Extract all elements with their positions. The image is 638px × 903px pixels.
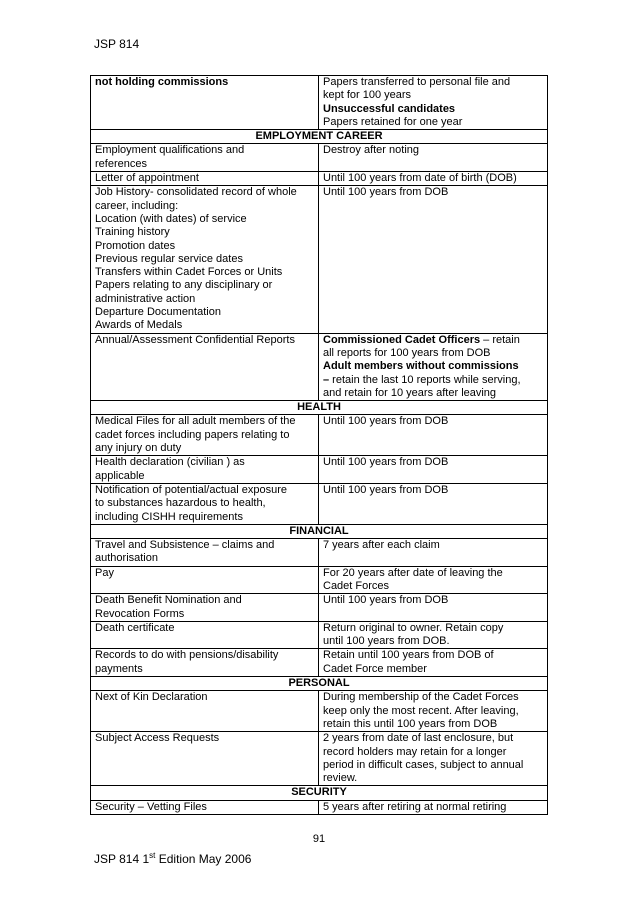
record-type-cell xyxy=(91,172,319,186)
retention-period-cell xyxy=(319,800,548,814)
cell-line: cadet forces including papers relating to xyxy=(95,428,290,441)
record-type-cell xyxy=(91,76,319,130)
retention-period-cell xyxy=(319,186,548,333)
retention-period-cell xyxy=(319,76,548,130)
record-type-cell xyxy=(91,539,319,567)
retention-period-cell xyxy=(319,594,548,622)
footer-prefix: JSP 814 1 xyxy=(94,852,150,866)
cell-line: Return original to owner. Retain copy xyxy=(323,621,504,634)
retention-table-container xyxy=(90,75,547,815)
retention-period-cell xyxy=(319,456,548,484)
section-header-row xyxy=(91,401,548,415)
cell-line: keep only the most recent. After leaving, xyxy=(323,704,519,717)
cell-line: Until 100 years from DOB xyxy=(323,594,449,607)
table-row xyxy=(91,186,548,333)
cell-line: career, including: xyxy=(95,199,179,212)
table-row xyxy=(91,539,548,567)
cell-line: Papers transferred to personal file and xyxy=(323,76,511,88)
cell-line: Revocation Forms xyxy=(95,607,185,620)
cell-line: to substances hazardous to health, xyxy=(95,497,266,510)
cell-line: Death certificate xyxy=(95,621,175,634)
cell-line: Health declaration (civilian ) as xyxy=(95,456,245,469)
cell-line: For 20 years after date of leaving the xyxy=(323,566,503,579)
cell-line: authorisation xyxy=(95,552,158,565)
cell-line: Retain until 100 years from DOB of xyxy=(323,649,494,662)
cell-line: Previous regular service dates xyxy=(95,252,243,265)
cell-line: Employment qualifications and xyxy=(95,144,245,157)
table-row xyxy=(91,483,548,524)
section-header-row xyxy=(91,524,548,538)
record-type-cell xyxy=(91,456,319,484)
cell-line: payments xyxy=(95,662,143,675)
table-row xyxy=(91,76,548,130)
cell-line: 7 years after each claim xyxy=(323,539,440,552)
table-row xyxy=(91,333,548,400)
cell-line: not holding commissions xyxy=(95,76,229,88)
page-number: 91 xyxy=(312,833,326,845)
section-header: FINANCIAL xyxy=(91,524,548,538)
cell-line: Letter of appointment xyxy=(95,172,199,185)
record-type-cell xyxy=(91,333,319,400)
cell-line: Adult members without commissions xyxy=(323,360,519,373)
cell-line: Until 100 years from DOB xyxy=(323,483,449,496)
cell-text-part: – retain xyxy=(480,333,520,346)
page-footer xyxy=(94,852,251,866)
cell-line: Job History- consolidated record of whole xyxy=(95,186,297,199)
cell-line: including CISHH requirements xyxy=(95,510,243,523)
cell-text-part: Commissioned Cadet Officers xyxy=(323,333,481,346)
cell-line: administrative action xyxy=(95,292,196,305)
cell-line: record holders may retain for a longer xyxy=(323,745,507,758)
cell-line: Cadet Forces xyxy=(323,579,390,592)
cell-line: Cadet Force member xyxy=(323,662,427,675)
footer-superscript: st xyxy=(149,851,156,860)
retention-period-cell xyxy=(319,333,548,400)
cell-line xyxy=(323,374,543,387)
cell-line: retain this until 100 years from DOB xyxy=(323,717,498,730)
cell-line: Papers retained for one year xyxy=(323,115,463,128)
cell-line: Pay xyxy=(95,566,114,579)
table-row xyxy=(91,456,548,484)
record-type-cell xyxy=(91,186,319,333)
section-header: PERSONAL xyxy=(91,677,548,691)
retention-schedule-table xyxy=(90,75,548,815)
cell-line: Papers relating to any disciplinary or xyxy=(95,279,273,292)
cell-line: Death Benefit Nomination and xyxy=(95,594,242,607)
record-type-cell xyxy=(91,732,319,786)
retention-period-cell xyxy=(319,732,548,786)
retention-period-cell xyxy=(319,483,548,524)
table-row xyxy=(91,691,548,732)
cell-line: Until 100 years from DOB xyxy=(323,186,449,199)
cell-line: all reports for 100 years from DOB xyxy=(323,346,491,359)
cell-line: Unsuccessful candidates xyxy=(323,102,456,115)
cell-line: Until 100 years from DOB xyxy=(323,456,449,469)
cell-line: Next of Kin Declaration xyxy=(95,691,208,704)
cell-line: 2 years from date of last enclosure, but xyxy=(323,732,514,745)
retention-period-cell xyxy=(319,539,548,567)
cell-line: 5 years after retiring at normal retiring xyxy=(323,800,507,813)
retention-period-cell xyxy=(319,415,548,456)
table-row xyxy=(91,800,548,814)
record-type-cell xyxy=(91,483,319,524)
table-row xyxy=(91,594,548,622)
retention-table-body xyxy=(91,76,548,815)
cell-line: Destroy after noting xyxy=(323,144,419,157)
retention-period-cell xyxy=(319,621,548,649)
table-row xyxy=(91,732,548,786)
retention-period-cell xyxy=(319,144,548,172)
section-header: EMPLOYMENT CAREER xyxy=(91,130,548,144)
retention-period-cell xyxy=(319,691,548,732)
cell-line: Promotion dates xyxy=(95,239,176,252)
table-row xyxy=(91,621,548,649)
cell-line: Notification of potential/actual exposure xyxy=(95,483,288,496)
table-row xyxy=(91,172,548,186)
table-row xyxy=(91,566,548,594)
cell-line: Training history xyxy=(95,226,170,239)
cell-line: Subject Access Requests xyxy=(95,732,220,745)
record-type-cell xyxy=(91,621,319,649)
retention-period-cell xyxy=(319,566,548,594)
cell-text-part: retain the last 10 reports while serving, xyxy=(329,373,521,386)
record-type-cell xyxy=(91,800,319,814)
table-row xyxy=(91,649,548,677)
retention-period-cell xyxy=(319,649,548,677)
footer-suffix: Edition May 2006 xyxy=(155,852,252,866)
section-header: SECURITY xyxy=(91,786,548,800)
page-header: JSP 814 xyxy=(94,37,140,51)
section-header-row xyxy=(91,786,548,800)
cell-line: Transfers within Cadet Forces or Units xyxy=(95,266,283,279)
record-type-cell xyxy=(91,594,319,622)
cell-line: Medical Files for all adult members of the xyxy=(95,415,296,428)
cell-line: Records to do with pensions/disability xyxy=(95,649,279,662)
cell-line: references xyxy=(95,157,147,170)
section-header-row xyxy=(91,130,548,144)
record-type-cell xyxy=(91,144,319,172)
record-type-cell xyxy=(91,415,319,456)
section-header-row xyxy=(91,677,548,691)
section-header: HEALTH xyxy=(91,401,548,415)
cell-line: Security – Vetting Files xyxy=(95,800,207,813)
cell-line: Awards of Medals xyxy=(95,319,183,332)
cell-line: applicable xyxy=(95,469,145,482)
cell-line: Location (with dates) of service xyxy=(95,212,247,225)
cell-line: until 100 years from DOB. xyxy=(323,635,450,648)
cell-line: and retain for 10 years after leaving xyxy=(323,386,497,399)
cell-line: During membership of the Cadet Forces xyxy=(323,691,519,704)
cell-line: Annual/Assessment Confidential Reports xyxy=(95,333,295,346)
table-row xyxy=(91,144,548,172)
cell-line xyxy=(323,334,543,347)
table-row xyxy=(91,415,548,456)
cell-line: Departure Documentation xyxy=(95,306,221,319)
record-type-cell xyxy=(91,649,319,677)
cell-line: review. xyxy=(323,772,358,785)
cell-line: any injury on duty xyxy=(95,442,182,455)
record-type-cell xyxy=(91,691,319,732)
cell-line: Until 100 years from date of birth (DOB) xyxy=(323,172,517,185)
cell-line: period in difficult cases, subject to annual xyxy=(323,758,524,771)
retention-period-cell xyxy=(319,172,548,186)
cell-text-part: – xyxy=(323,373,330,386)
cell-line: kept for 100 years xyxy=(323,89,412,102)
cell-line: Until 100 years from DOB xyxy=(323,415,449,428)
record-type-cell xyxy=(91,566,319,594)
cell-line: Travel and Subsistence – claims and xyxy=(95,539,275,552)
